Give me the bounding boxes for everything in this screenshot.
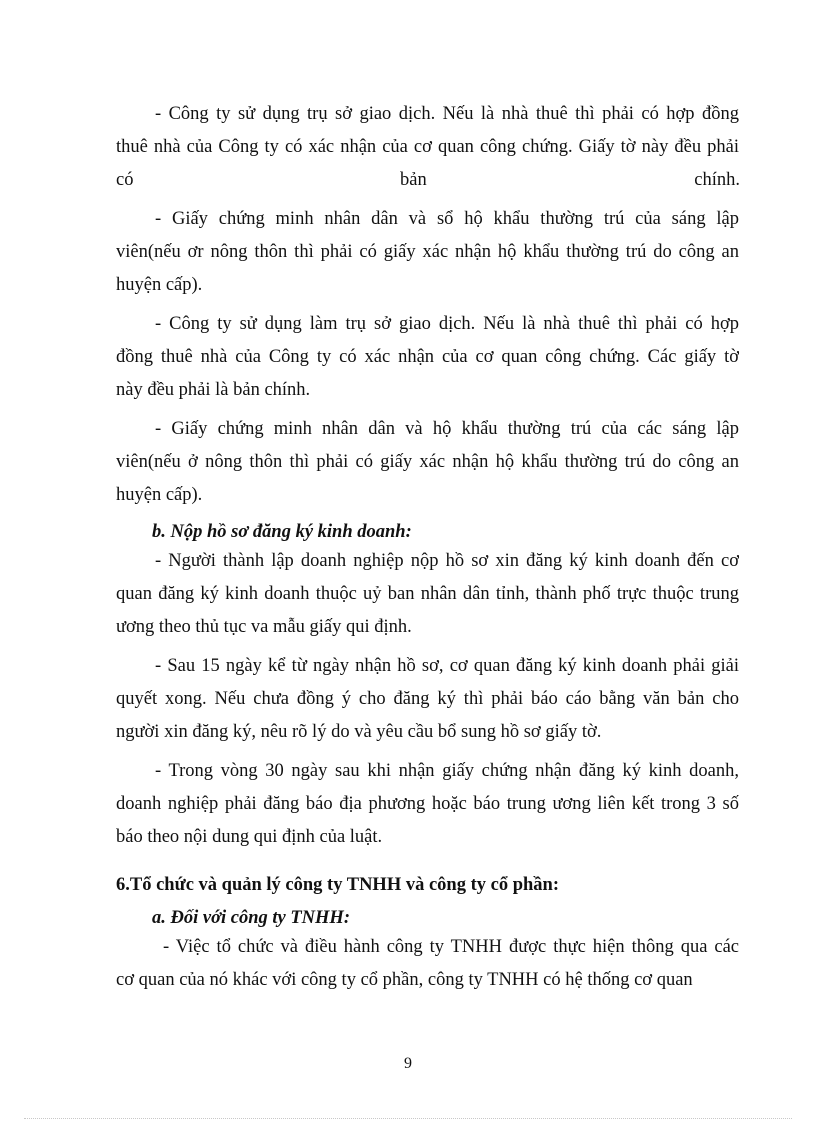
text-line: đồng thuê nhà của Công ty có xác nhận của cơ quan công chứng. Các giấy tờ	[116, 347, 739, 367]
text-line: - Công ty sử dụng làm trụ sở giao dịch. Nếu là nhà thuê thì phải có hợp	[155, 314, 739, 334]
text-line: có	[116, 170, 134, 190]
footer-divider	[24, 1118, 792, 1119]
section-heading: 6.Tổ chức và quản lý công ty TNHH và công ty cổ phần:	[116, 875, 559, 895]
text-line: viên(nếu ở nông thôn thì phải có giấy xác nhận hộ khẩu thường trú do công an	[116, 452, 739, 472]
text-line: cơ quan của nó khác với công ty cổ phần, công ty TNHH có hệ thống cơ quan	[116, 970, 693, 990]
text-line: doanh nghiệp phải đăng báo địa phương hoặc báo trung ương liên kết trong 3 số	[116, 794, 739, 814]
text-line: bản	[400, 170, 427, 190]
text-line: huyện cấp).	[116, 275, 203, 295]
text-line: quan đăng ký kinh doanh thuộc uỷ ban nhân dân tỉnh, thành phố trực thuộc trung	[116, 584, 739, 604]
text-line: ương theo thủ tục va mẫu giấy qui định.	[116, 617, 412, 637]
text-line: người xin đăng ký, nêu rõ lý do và yêu cầu bổ sung hồ sơ giấy tờ.	[116, 722, 602, 742]
page-number: 9	[404, 1055, 412, 1072]
text-line: - Công ty sử dụng trụ sở giao dịch. Nếu là nhà thuê thì phải có hợp đồng	[155, 104, 739, 124]
text-line: quyết xong. Nếu chưa đồng ý cho đăng ký thì phải báo cáo bằng văn bản cho	[116, 689, 739, 709]
text-line: - Sau 15 ngày kể từ ngày nhận hồ sơ, cơ quan đăng ký kinh doanh phải giải	[155, 656, 739, 676]
section-subheading: b. Nộp hồ sơ đăng ký kinh doanh:	[152, 522, 412, 542]
text-line: - Trong vòng 30 ngày sau khi nhận giấy chứng nhận đăng ký kinh doanh,	[155, 761, 739, 781]
text-line: - Việc tổ chức và điều hành công ty TNHH được thực hiện thông qua các	[163, 937, 739, 957]
text-line: huyện cấp).	[116, 485, 203, 505]
text-line: - Người thành lập doanh nghiệp nộp hồ sơ xin đăng ký kinh doanh đến cơ	[155, 551, 739, 571]
text-line: - Giấy chứng minh nhân dân và hộ khẩu thường trú của các sáng lập	[155, 419, 739, 439]
text-line: viên(nếu ơr nông thôn thì phải có giấy xác nhận hộ khẩu thường trú do công an	[116, 242, 739, 262]
text-line: thuê nhà của Công ty có xác nhận của cơ quan công chứng. Giấy tờ này đều phải	[116, 137, 739, 157]
text-line: - Giấy chứng minh nhân dân và sổ hộ khẩu thường trú của sáng lập	[155, 209, 739, 229]
text-line: báo theo nội dung qui định của luật.	[116, 827, 383, 847]
text-line: chính.	[694, 170, 740, 190]
section-subheading: a. Đối với công ty TNHH:	[152, 908, 350, 928]
text-line: này đều phải là bản chính.	[116, 380, 311, 400]
